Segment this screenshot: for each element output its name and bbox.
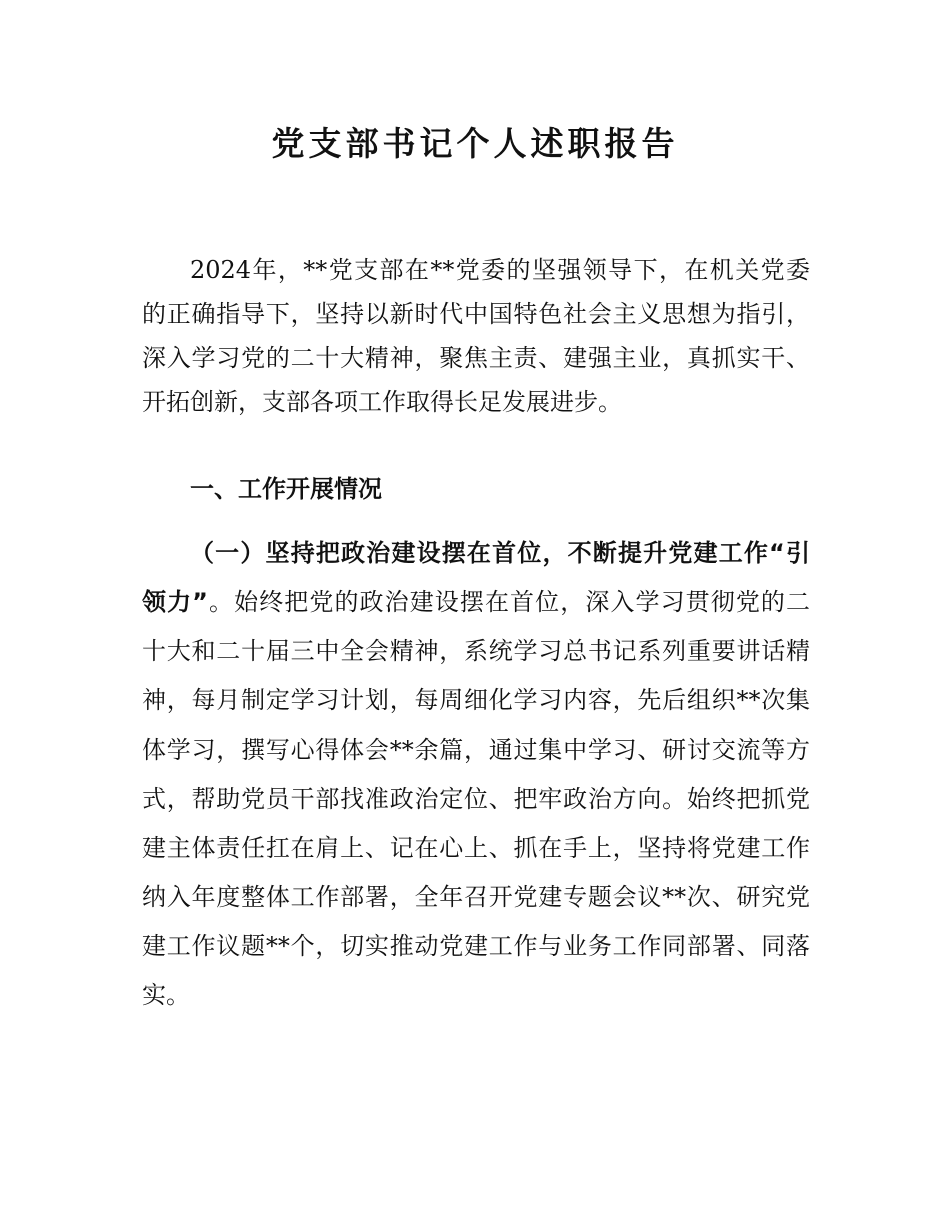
section-heading: 一、工作开展情况 xyxy=(190,475,382,503)
text-span: 。始终把党的政治建设摆在首位，深入学习贯彻党的二 xyxy=(207,588,810,616)
text-line: 的正确指导下，坚持以新时代中国特色社会主义思想为指引， xyxy=(142,300,810,328)
text-line: 体学习，撰写心得体会**余篇，通过集中学习、研讨交流等方 xyxy=(142,736,810,764)
text-line: 式，帮助党员干部找准政治定位、把牢政治方向。始终把抓党 xyxy=(142,785,810,813)
text-line: 开拓创新，支部各项工作取得长足发展进步。 xyxy=(142,388,622,416)
text-line: 建主体责任扛在肩上、记在心上、抓在手上，坚持将党建工作 xyxy=(142,834,810,862)
subsection-heading: （一）坚持把政治建设摆在首位，不断提升党建工作“引 xyxy=(190,539,810,567)
document-title: 党支部书记个人述职报告 xyxy=(271,124,679,163)
text-line: 建工作议题**个，切实推动党建工作与业务工作同部署、同落 xyxy=(142,932,810,960)
text-line: 2024年，**党支部在**党委的坚强领导下，在机关党委 xyxy=(190,256,810,284)
text-line: 纳入年度整体工作部署，全年召开党建专题会议**次、研究党 xyxy=(142,883,810,911)
subsection-heading-end: 领力” xyxy=(142,588,208,616)
text-line xyxy=(142,587,810,617)
text-line: 十大和二十届三中全会精神，系统学习总书记系列重要讲话精 xyxy=(142,637,810,665)
text-line: 深入学习党的二十大精神，聚焦主责、建强主业，真抓实干、 xyxy=(142,344,810,372)
text-line: 实。 xyxy=(142,981,190,1009)
text-line: 神，每月制定学习计划，每周细化学习内容，先后组织**次集 xyxy=(142,686,810,714)
